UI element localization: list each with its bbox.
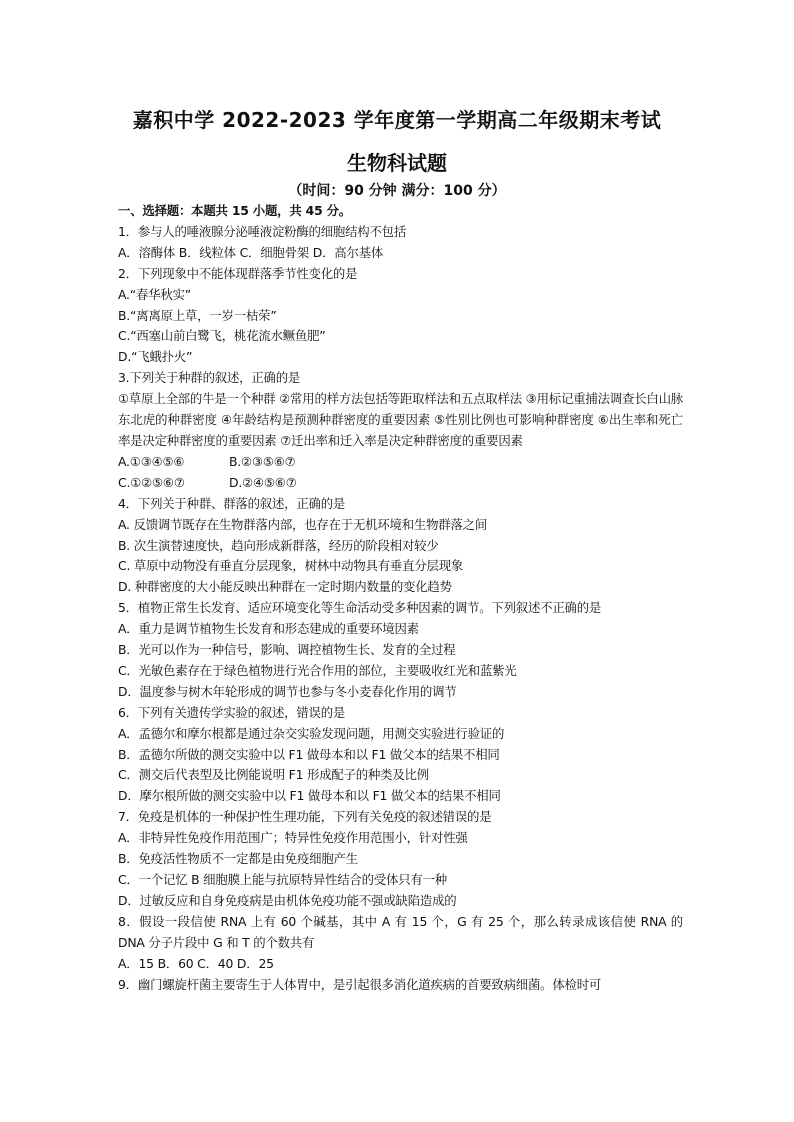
- question-4-option-d: D. 种群密度的大小能反映出种群在一定时期内数量的变化趋势: [118, 579, 452, 595]
- question-5-option-c: C．光敏色素存在于绿色植物进行光合作用的部位，主要吸收红光和蓝紫光: [118, 662, 517, 678]
- question-3-option-c: C.①②⑤⑥⑦: [118, 474, 185, 490]
- question-7-option-d: D．过敏反应和自身免疫病是由机体免疫功能不强或缺陷造成的: [118, 892, 457, 908]
- exam-meta: （时间：90 分钟 满分：100 分）: [288, 183, 506, 199]
- question-1-stem: 1．参与人的唾液腺分泌唾液淀粉酶的细胞结构不包括: [118, 223, 407, 239]
- question-9-stem: 9．幽门螺旋杆菌主要寄生于人体胃中，是引起很多消化道疾病的首要致病细菌。体检时可: [118, 976, 602, 992]
- question-4-option-a: A. 反馈调节既存在生物群落内部，也存在于无机环境和生物群落之间: [118, 516, 488, 532]
- question-2-option-a: A.“春华秋实”: [118, 286, 191, 302]
- question-6-option-c: C．测交后代表型及比例能说明 F1 形成配子的种类及比例: [118, 767, 429, 783]
- exam-title: 嘉积中学 2022-2023 学年度第一学期高二年级期末考试: [132, 108, 662, 132]
- question-6-option-b: B．孟德尔所做的测交实验中以 F1 做母本和以 F1 做父本的结果不相同: [118, 746, 500, 762]
- question-2-option-c: C.“西塞山前白鹭飞，桃花流水鳜鱼肥”: [118, 328, 326, 344]
- exam-subtitle: 生物科试题: [347, 151, 447, 175]
- question-5-option-a: A．重力是调节植物生长发育和形态建成的重要环境因素: [118, 621, 419, 637]
- question-5-stem: 5．植物正常生长发育、适应环境变化等生命活动受多种因素的调节。下列叙述不正确的是: [118, 600, 602, 616]
- question-list: [118, 201, 683, 995]
- question-3-body: ①草原上全部的牛是一个种群 ②常用的样方法包括等距取样法和五点取样法 ③用标记重捕法调查长白山脉东北虎的种群密度 ④年龄结构是预测种群密度的重要因素 ⑤性别比例也可影响种群密度 ⑥出生率和死亡率是决定种群密度的重要因素 ⑦迁出率和迁入率是决定种群密度的重要因素: [118, 391, 683, 448]
- question-6-option-d: D．摩尔根所做的测交实验中以 F1 做母本和以 F1 做父本的结果不相同: [118, 788, 501, 804]
- question-5-option-b: B．光可以作为一种信号，影响、调控植物生长、发育的全过程: [118, 642, 456, 658]
- section-heading: 一、选择题：本题共 15 小题，共 45 分。: [118, 203, 351, 218]
- question-7-option-a: A．非特异性免疫作用范围广；特异性免疫作用范围小，针对性强: [118, 830, 468, 846]
- question-4-option-c: C. 草原中动物没有垂直分层现象，树林中动物具有垂直分层现象: [118, 558, 464, 574]
- question-3-options-row-2: [118, 473, 683, 494]
- question-5-option-d: D．温度参与树木年轮形成的调节也参与冬小麦春化作用的调节: [118, 683, 457, 699]
- question-6-stem: 6．下列有关遗传学实验的叙述，错误的是: [118, 704, 346, 720]
- question-3-options-row-1: [118, 452, 683, 473]
- question-2-option-d: D.“飞蛾扑火”: [118, 349, 193, 365]
- question-3-option-a: A.①③④⑤⑥: [118, 453, 185, 469]
- question-7-stem: 7．免疫是机体的一种保护性生理功能，下列有关免疫的叙述错误的是: [118, 809, 492, 825]
- question-3-stem: 3.下列关于种群的叙述，正确的是: [118, 370, 301, 386]
- question-8-stem: 8．假设一段信使 RNA 上有 60 个碱基，其中 A 有 15 个，G 有 25 个，那么转录成该信使 RNA 的 DNA 分子片段中 G 和 T 的个数共有: [118, 913, 683, 950]
- question-7-option-b: B．免疫活性物质不一定都是由免疫细胞产生: [118, 851, 358, 867]
- question-3-option-d: D.②④⑤⑥⑦: [229, 474, 297, 490]
- question-4-stem: 4．下列关于种群、群落的叙述，正确的是: [118, 495, 346, 511]
- question-2-stem: 2．下列现象中不能体现群落季节性变化的是: [118, 265, 358, 281]
- question-1-options: A．溶酶体 B．线粒体 C．细胞骨架 D．高尔基体: [118, 244, 384, 260]
- question-8-options: A．15 B．60 C．40 D．25: [118, 955, 274, 971]
- question-2-option-b: B.“离离原上草，一岁一枯荣”: [118, 307, 277, 323]
- question-4-option-b: B. 次生演替速度快，趋向形成新群落，经历的阶段相对较少: [118, 537, 439, 553]
- question-3-option-b: B.②③⑤⑥⑦: [229, 453, 296, 469]
- question-7-option-c: C．一个记忆 B 细胞膜上能与抗原特异性结合的受体只有一种: [118, 872, 447, 887]
- question-6-option-a: A．孟德尔和摩尔根都是通过杂交实验发现问题，用测交实验进行验证的: [118, 725, 505, 741]
